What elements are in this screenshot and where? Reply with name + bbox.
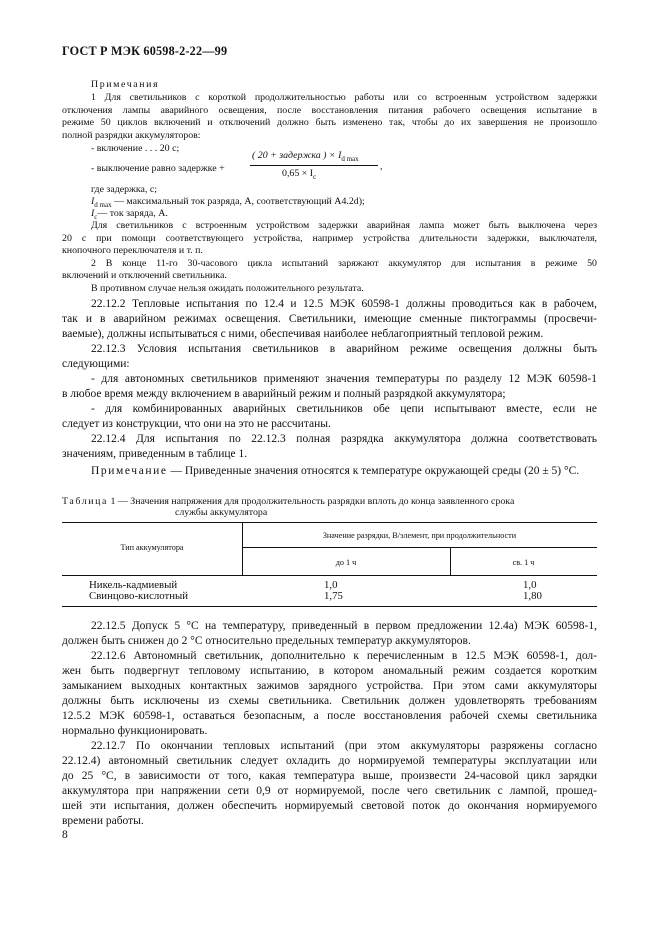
- paragraph-line: до 25 °С, в зависимости от того, какая температура выше, произвести 24-часовой цикл зарядки: [62, 770, 597, 782]
- paragraph-line: 22.12.7 По окончании тепловых испытаний (при этом аккумуляторы разряжены согласно: [91, 740, 597, 752]
- paragraph-line: аккумулятора при напряжении сети 0,9 от нормируемой, после чего светильник с лампой, прошед-: [62, 785, 597, 797]
- ic-subscript: c: [94, 213, 98, 221]
- page-number: 8: [62, 829, 68, 841]
- note-title: Примечания: [91, 79, 160, 90]
- table-header-group: Значение разрядки, В/элемент, при продолжительности: [322, 531, 517, 540]
- note-line: где задержка, с;: [91, 184, 157, 195]
- paragraph-line: времени работы.: [62, 815, 144, 827]
- table-header-over1h: св. 1 ч: [512, 558, 535, 567]
- formula-denominator-text: 0,65 × I: [282, 168, 314, 179]
- fraction-bar: [250, 165, 378, 166]
- paragraph-line: 22.12.4) автономный светильник следует охладить до нормируемой температуры эксплуатации или: [62, 755, 597, 767]
- paragraph-line: 22.12.5 Допуск 5 °С на температуру, приведенный в первом предложении 12.4а) МЭК 60598-1,: [91, 620, 597, 632]
- table-caption: [62, 496, 514, 509]
- paragraph-line: - для автономных светильников применяют значения температуры по разделу 12 МЭК 60598-1: [91, 373, 597, 385]
- idmax-subscript: d max: [94, 201, 112, 209]
- data-table: [62, 522, 597, 607]
- ic-text: — ток заряда, А.: [97, 208, 168, 219]
- idmax-symbol: I: [91, 196, 95, 207]
- paragraph-line: 22.12.4 Для испытания по 22.12.3 полная разрядка аккумулятора должна соответствовать: [91, 433, 597, 445]
- formula-comma: ,: [380, 161, 383, 172]
- formula-numerator-text: ( 20 + задержка ) × I: [252, 150, 342, 161]
- note-line: - включение . . . 20 с;: [91, 143, 180, 154]
- paragraph-line: ваемые), должны испытываться с ними, обеспечивая наиболее неблагоприятный тепловой режим.: [62, 328, 544, 340]
- note2-title: Примечание: [91, 465, 168, 477]
- paragraph-line: нормально функционировать.: [62, 725, 208, 737]
- note-line: полной разрядки аккумуляторов:: [62, 130, 201, 141]
- table-row-type: Свинцово-кислотный: [89, 590, 189, 602]
- paragraph-line: так и в аварийном режимах освещения. Светильники, имеющие сменные пиктограммы (просвечи-: [62, 313, 597, 325]
- paragraph-line: должен быть снижен до 2 °С относительно предельных температур аккумуляторов.: [62, 635, 471, 647]
- note-line: Для светильников с встроенным устройством задержки аварийная лампа может быть выключена через: [91, 220, 597, 231]
- paragraph-line: следующими:: [62, 358, 130, 370]
- paragraph-line: замыканием выходных контактных зажимов зарядного устройства. При этом сами аккумуляторы: [62, 680, 597, 692]
- formula-denominator: [282, 168, 316, 181]
- paragraph-line: 22.12.2 Тепловые испытания по 12.4 и 12.5 МЭК 60598-1 должны проводиться как в рабочем,: [91, 298, 597, 310]
- paragraph-line: должны быть исключены из схемы светильника. Светильник должен удовлетворять требованиям: [62, 695, 597, 707]
- note2-text: — Приведенные значения относятся к температуре окружающей среды (20 ± 5) °С.: [170, 465, 580, 477]
- paragraph-line: 22.12.6 Автономный светильник, дополнительно к перечисленным в 12.5 МЭК 60598-1, дол-: [91, 650, 597, 662]
- paragraph-line: следует из конструкции, что они на это не рассчитаны.: [62, 418, 331, 430]
- table-row-type: Никель-кадмиевый: [89, 579, 178, 591]
- paragraph-line: в любое время между включением в аварийный режим и полный разрядкой аккумулятора;: [62, 388, 506, 400]
- table-caption-cont: службы аккумулятора: [175, 507, 268, 518]
- formula-prefix: - выключение равно задержке +: [91, 163, 225, 174]
- idmax-line: [91, 196, 365, 209]
- paragraph-line: значениям, приведенным в таблице 1.: [62, 448, 248, 460]
- note-line: отключения лампы аварийного освещения, после восстановления питания рабочего освещения испытание в: [62, 105, 597, 116]
- note-line: 20 с при помощи соответствующего устройства, например устройства длительности задержки, выключателя,: [62, 233, 597, 244]
- table-row-value-a: 1,75: [324, 590, 343, 602]
- paragraph-line: жен быть подвергнут тепловому испытанию, в котором аномальный режим создается коротким: [62, 665, 597, 677]
- note-line: режиме 50 циклов включений и отключений должно быть изменено так, чтобы до их завершения не произошло: [62, 117, 597, 128]
- ic-line: [91, 208, 168, 221]
- table-header-upto1h: до 1 ч: [335, 558, 357, 567]
- paragraph-line: 12.5.2 МЭК 60598-1, оставаться безопасным, а после восстановления рабочей схемы светильника: [62, 710, 597, 722]
- idmax-text: — максимальный ток разряда, А, соответствующий А4.2d);: [114, 196, 365, 207]
- table-caption-label: Таблица: [62, 496, 109, 507]
- note-line: включений и отключений светильника.: [62, 270, 227, 281]
- table-row-value-b: 1,80: [523, 590, 542, 602]
- paragraph-line: 22.12.3 Условия испытания светильников в аварийном режиме освещения должны быть: [91, 343, 597, 355]
- note-line: кнопочного переключателя и т. п.: [62, 245, 203, 256]
- formula-denominator-sub: c: [313, 173, 317, 181]
- table-header-type: Тип аккумулятора: [120, 543, 184, 552]
- formula-numerator: [252, 150, 359, 163]
- table-caption-text: 1 — Значения напряжения для продолжительность разрядки вплоть до конца заявленного срока: [110, 496, 515, 507]
- note-line: В противном случае нельзя ожидать положительного результата.: [91, 283, 364, 294]
- paragraph-line: шей эти испытания, должен обеспечить нормируемый световой поток до окончания нормируемого: [62, 800, 597, 812]
- table-row-value-b: 1,0: [523, 579, 537, 591]
- note-line: 1 Для светильников с короткой продолжительностью работы или со встроенным устройством задержки: [91, 92, 597, 103]
- table-row-value-a: 1,0: [324, 579, 338, 591]
- formula-numerator-sub: d max: [341, 155, 359, 163]
- note2: [91, 464, 579, 479]
- paragraph-line: - для комбинированных аварийных светильников обе цепи испытывают вместе, если не: [91, 403, 597, 415]
- page-header: ГОСТ Р МЭК 60598-2-22—99: [62, 44, 228, 58]
- note-line: 2 В конце 11-го 30-часового цикла испытаний заряжают аккумулятор для испытания в режиме 50: [91, 258, 597, 269]
- ic-symbol: I: [91, 208, 95, 219]
